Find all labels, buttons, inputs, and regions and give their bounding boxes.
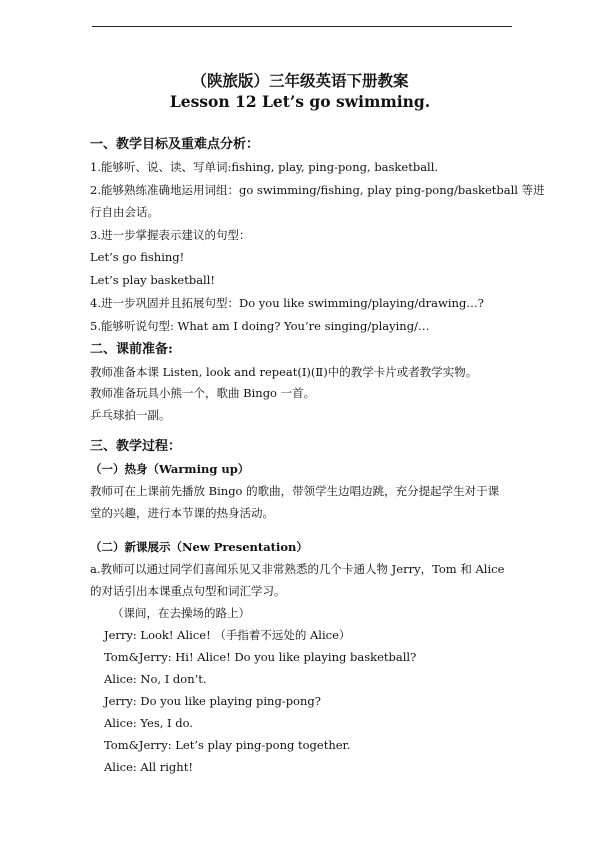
dialogue-line: Alice: All right!: [104, 760, 193, 774]
section-2-line: 教师准备本课 Listen, look and repeat(Ⅰ)(Ⅱ)中的教学卡片或者教学实物。: [90, 365, 478, 379]
section-1-line: Let’s go fishing!: [90, 250, 185, 264]
section-2-line: 教师准备玩具小熊一个，歌曲 Bingo 一首。: [90, 386, 316, 400]
dialogue-line: Alice: No, I don’t.: [104, 672, 207, 686]
section-1-line: Let’s play basketball!: [90, 273, 216, 287]
section-1-heading: 一、教学目标及重难点分析：: [90, 137, 260, 152]
section-1-line: 2.能够熟练准确地运用词组：go swimming/fishing, play ping-pong/basketball 等进: [90, 183, 545, 197]
presentation-line: a.教师可以通过同学们喜闻乐见又非常熟悉的几个卡通人物 Jerry，Tom 和 Alice: [90, 562, 505, 576]
section-2-heading: 二、课前准备:: [90, 342, 173, 357]
top-rule: [92, 26, 512, 27]
section-1-line: 3.进一步掌握表示建议的句型：: [90, 228, 251, 242]
section-3-heading: 三、教学过程：: [90, 439, 182, 454]
section-1-line: 4.进一步巩固并且拓展句型：Do you like swimming/playing/drawing…?: [90, 296, 484, 310]
section-2-line: 乒乓球拍一副。: [90, 408, 171, 422]
dialogue-line: Alice: Yes, I do.: [104, 716, 193, 730]
dialogue-line: Tom&Jerry: Hi! Alice! Do you like playing basketball?: [104, 650, 417, 664]
warmup-line: 堂的兴趣，进行本节课的热身活动。: [90, 506, 274, 520]
dialogue-line: Jerry: Do you like playing ping-pong?: [104, 694, 321, 708]
warmup-line: 教师可在上课前先播放 Bingo 的歌曲，带领学生边唱边跳，充分提起学生对于课: [90, 484, 500, 498]
lesson-title: Lesson 12 Let’s go swimming.: [169, 92, 431, 111]
dialogue-line: Jerry: Look! Alice! （手指着不远处的 Alice）: [104, 628, 351, 642]
section-1-line: 5.能够听说句型: What am I doing? You’re singing/playing/…: [90, 319, 430, 333]
dialogue-line: Tom&Jerry: Let’s play ping-pong together.: [104, 738, 351, 752]
presentation-line: 的对话引出本课重点句型和词汇学习。: [90, 584, 286, 598]
presentation-heading: （二）新课展示（New Presentation）: [90, 540, 308, 554]
section-1-line: 行自由会话。: [90, 205, 159, 219]
scene-note: （课间，在去操场的路上）: [112, 606, 250, 620]
warmup-heading: （一）热身（Warming up）: [90, 462, 250, 476]
section-1-line: 1.能够听、说、读、写单词:fishing, play, ping-pong, basketball.: [90, 160, 439, 174]
document-title: （陕旅版）三年级英语下册教案: [191, 71, 409, 90]
